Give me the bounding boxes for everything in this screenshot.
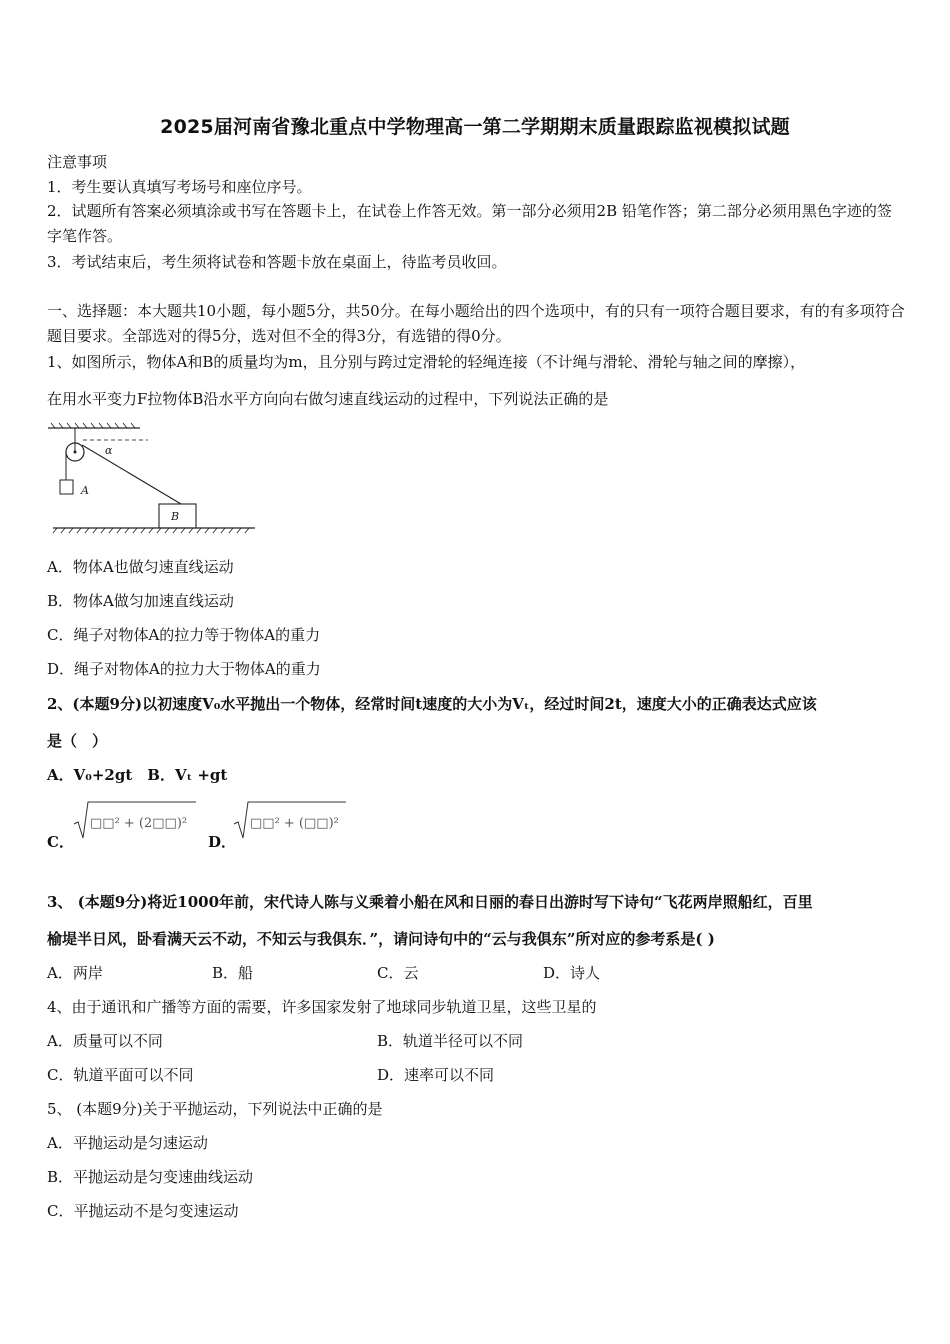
q1-option-a: A．物体A也做匀速直线运动 [47,558,234,576]
q1-stem-line2: 在用水平变力F拉物体B沿水平方向向右做匀速直线运动的过程中，下列说法正确的是 [47,390,609,408]
q2-option-c-label: C． [47,833,74,851]
section-instructions: 一、选择题：本大题共10小题，每小题5分，共50分。在每小题给出的四个选项中，有的只有一项符合题目要求，有的有多项符合题目要求。全部选对的得5分，选对但不全的得3分，有选错的得0分。 [47,302,905,345]
q4-option-a: A．质量可以不同 [47,1032,163,1050]
notice-item-3: 3．考试结束后，考生须将试卷和答题卡放在桌面上，待监考员收回。 [47,253,507,271]
q5-stem: 5、 (本题9分)关于平抛运动，下列说法中正确的是 [47,1100,383,1118]
q1-option-c: C．绳子对物体A的拉力等于物体A的重力 [47,626,321,644]
q5-option-c: C．平抛运动不是匀变速运动 [47,1202,239,1220]
notice-item-2: 2．试题所有答案必须填涂或书写在答题卡上，在试卷上作答无效。第一部分必须用2B 铅笔作答；第二部分必须用黑色字迹的签字笔作答。 [47,202,892,245]
page-title: 2025届河南省豫北重点中学物理高一第二学期期末质量跟踪监视模拟试题 [160,116,790,138]
q3-option-b: B．船 [212,964,254,982]
q4-option-c: C．轨道平面可以不同 [47,1066,194,1084]
q1-pulley-figure [45,420,260,535]
q1-option-b: B．物体A做匀加速直线运动 [47,592,234,610]
q1-stem-line1: 1、如图所示，物体A和B的质量均为m，且分别与跨过定滑轮的轻绳连接（不计绳与滑轮、滑轮与轴之间的摩擦）， [47,353,806,371]
q4-stem: 4、由于通讯和广播等方面的需要，许多国家发射了地球同步轨道卫星，这些卫星的 [47,998,597,1016]
q1-option-d: D．绳子对物体A的拉力大于物体A的重力 [47,660,321,678]
q4-option-b: B．轨道半径可以不同 [377,1032,524,1050]
label-b: B [171,510,180,523]
q2-option-d-label: D． [208,833,237,851]
q2-stem-line1: 2、(本题9分)以初速度V₀水平抛出一个物体，经常时间t速度的大小为Vₜ，经过时间2t，速度大小的正确表达式应该 [47,695,817,713]
q5-option-a: A．平抛运动是匀速运动 [47,1134,208,1152]
label-alpha: α [105,444,113,457]
q3-option-c: C．云 [377,964,419,982]
notice-item-1: 1．考生要认真填写考场号和座位序号。 [47,178,312,196]
q3-option-d: D．诗人 [543,964,601,982]
q4-option-d: D．速率可以不同 [377,1066,495,1084]
notice-heading: 注意事项 [47,153,108,171]
q2-formula-c-text: □□² + (2□□)² [90,816,188,831]
q2-option-ab: A．V₀+2gt B．Vₜ +gt [47,766,228,784]
q2-stem-line2: 是（ ） [47,732,108,750]
q2-formula-d-text: □□² + (□□)² [250,816,339,831]
q3-stem-line2: 榆堤半日风，卧看满天云不动，不知云与我俱东．”，请问诗句中的“云与我俱东”所对应的参考系是( ) [47,930,715,948]
q5-option-b: B．平抛运动是匀变速曲线运动 [47,1168,254,1186]
label-a: A [81,484,89,497]
q3-option-a: A．两岸 [47,964,103,982]
q3-stem-line1: 3、 (本题9分)将近1000年前，宋代诗人陈与义乘着小船在风和日丽的春日出游时写下诗句“飞花两岸照船红，百里 [47,893,813,911]
